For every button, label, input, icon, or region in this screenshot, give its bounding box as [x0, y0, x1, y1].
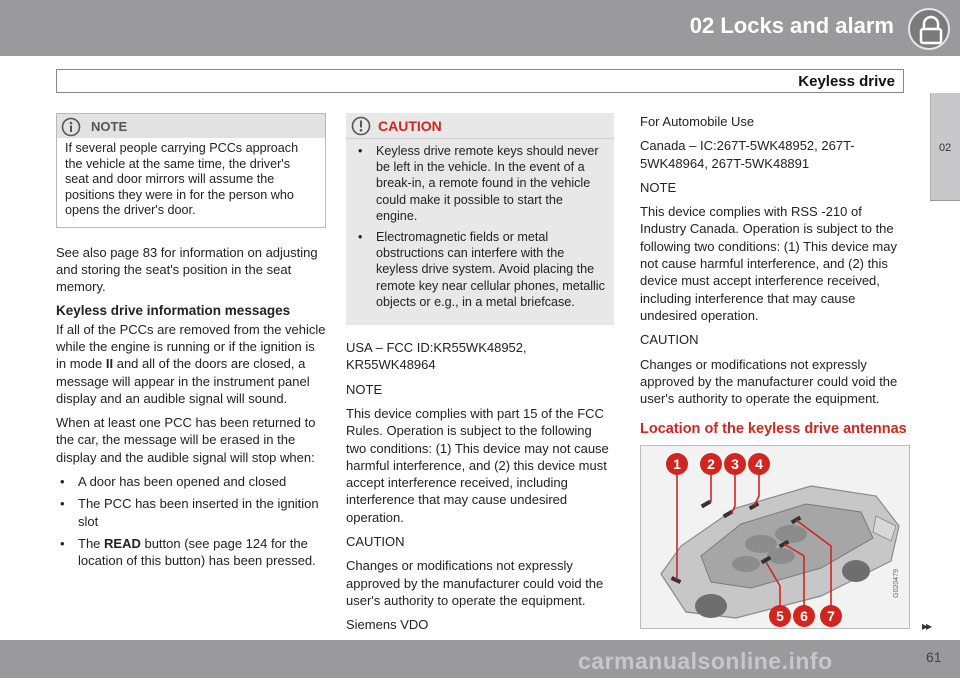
- fcc-caution-text: Changes or modifications not expressly approved by the manufacturer could void the user's authority to operate the equipment.: [346, 558, 604, 608]
- list-item: • Electromagnetic fields or metal obstructions can interfere with the keyless drive system. Avoid placing the remote key near cellular phones, metallic objects or e.g., in a metal briefcase.: [354, 229, 606, 310]
- marker-6: 6: [800, 607, 808, 624]
- info-messages-paragraph: [56, 321, 326, 407]
- chapter-title: 02 Locks and alarm: [689, 13, 894, 38]
- paragraph-text: and all of the doors are closed, a message will appear in the instrument panel display and an audible signal will sound.: [56, 356, 310, 406]
- note-box-header: [57, 114, 325, 138]
- ignition-mode: II: [105, 356, 114, 372]
- list-item-text: button (see page 124 for the location of this button) has been pressed.: [78, 535, 316, 569]
- antenna-location-figure: [640, 445, 910, 629]
- figure-code: G020479: [892, 568, 900, 598]
- ic-note-text: This device complies with RSS -210 of Industry Canada. Operation is subject to the following two conditions: (1) This device may not cause harmful interference, and (2) this device must accept interference received, including interference that may cause undesired operation.: [640, 204, 897, 323]
- lock-icon: [908, 8, 950, 50]
- list-item: • A door has been opened and closed: [56, 473, 326, 490]
- column-right: [640, 113, 910, 629]
- list-item: • The PCC has been inserted in the ignition slot: [56, 495, 326, 530]
- ic-caution-label: CAUTION: [640, 332, 699, 348]
- side-divider: [930, 200, 960, 201]
- info-icon: [61, 117, 81, 141]
- ic-note-label: NOTE: [640, 179, 677, 195]
- automobile-use: For Automobile Use: [640, 114, 755, 129]
- ic-caution-text: Changes or modifications not expressly approved by the manufacturer could void the user's authority to operate the equipment.: [640, 356, 898, 407]
- info-messages-heading: Keyless drive information messages: [56, 303, 291, 319]
- caution-box: [346, 113, 614, 325]
- list-item-text: The: [78, 535, 105, 551]
- note-box: [56, 113, 326, 228]
- returned-pcc-paragraph: When at least one PCC has been returned to the car, the message will be erased in the display and the audible signal will stop when:: [56, 415, 316, 465]
- watermark: carmanualsonline.info: [578, 648, 833, 674]
- section-title: Keyless drive: [798, 73, 895, 90]
- list-item: • Keyless drive remote keys should never be left in the vehicle. In the event of a break-in, a remote found in the vehicle could make it possible to start the engine.: [354, 143, 606, 224]
- column-middle: [346, 113, 614, 678]
- next-page-arrow[interactable]: ▸▸: [922, 619, 931, 633]
- conditions-list: [56, 473, 326, 569]
- section-bar: [56, 69, 904, 93]
- caution-box-label: CAUTION: [378, 118, 442, 134]
- fcc-id: USA – FCC ID:KR55WK48952, KR55WK48964: [346, 340, 527, 373]
- read-button-name: READ: [104, 535, 141, 551]
- antenna-figure-heading: Location of the keyless drive antennas: [640, 421, 907, 438]
- fcc-note-text: This device complies with part 15 of the FCC Rules. Operation is subject to the following two conditions: (1) This device may not cause harmful interference, and (2) this device must accept interference received, including interference that may cause undesired operation.: [346, 405, 609, 525]
- canada-ic: Canada – IC:267T-5WK48952, 267T-5WK48964, 267T-5WK48891: [640, 138, 855, 171]
- fcc-caution-label: CAUTION: [346, 534, 405, 549]
- manufacturer: Siemens VDO: [346, 617, 429, 633]
- note-box-text: If several people carrying PCCs approach the vehicle at the same time, the driver's seat and door mirrors will assume the positions they were in for the person who opens the driver's door.: [65, 141, 299, 217]
- marker-1: 1: [673, 455, 681, 472]
- fcc-note-label: NOTE: [346, 381, 383, 397]
- note-box-label: NOTE: [91, 119, 128, 134]
- header-bar: [0, 0, 960, 56]
- caution-box-body: [346, 139, 614, 325]
- car-illustration: [641, 446, 910, 629]
- caution-list: [354, 143, 606, 310]
- column-left: [56, 113, 326, 575]
- paragraph-text: If all of the PCCs are removed from the vehicle while the engine is running or if the ignition is in mode: [56, 321, 326, 372]
- marker-2: 2: [707, 455, 715, 472]
- marker-5: 5: [776, 607, 784, 624]
- marker-3: 3: [731, 455, 739, 472]
- marker-4: 4: [755, 455, 763, 472]
- see-also-paragraph: See also page 83 for information on adjusting and storing the seat's position in the seat memory.: [56, 244, 318, 295]
- marker-7: 7: [827, 607, 835, 624]
- warning-icon: [350, 116, 372, 140]
- page-number: 61: [926, 649, 942, 665]
- caution-box-header: [346, 113, 614, 139]
- list-item: [56, 535, 326, 570]
- chapter-side-tab-label: 02: [939, 142, 952, 154]
